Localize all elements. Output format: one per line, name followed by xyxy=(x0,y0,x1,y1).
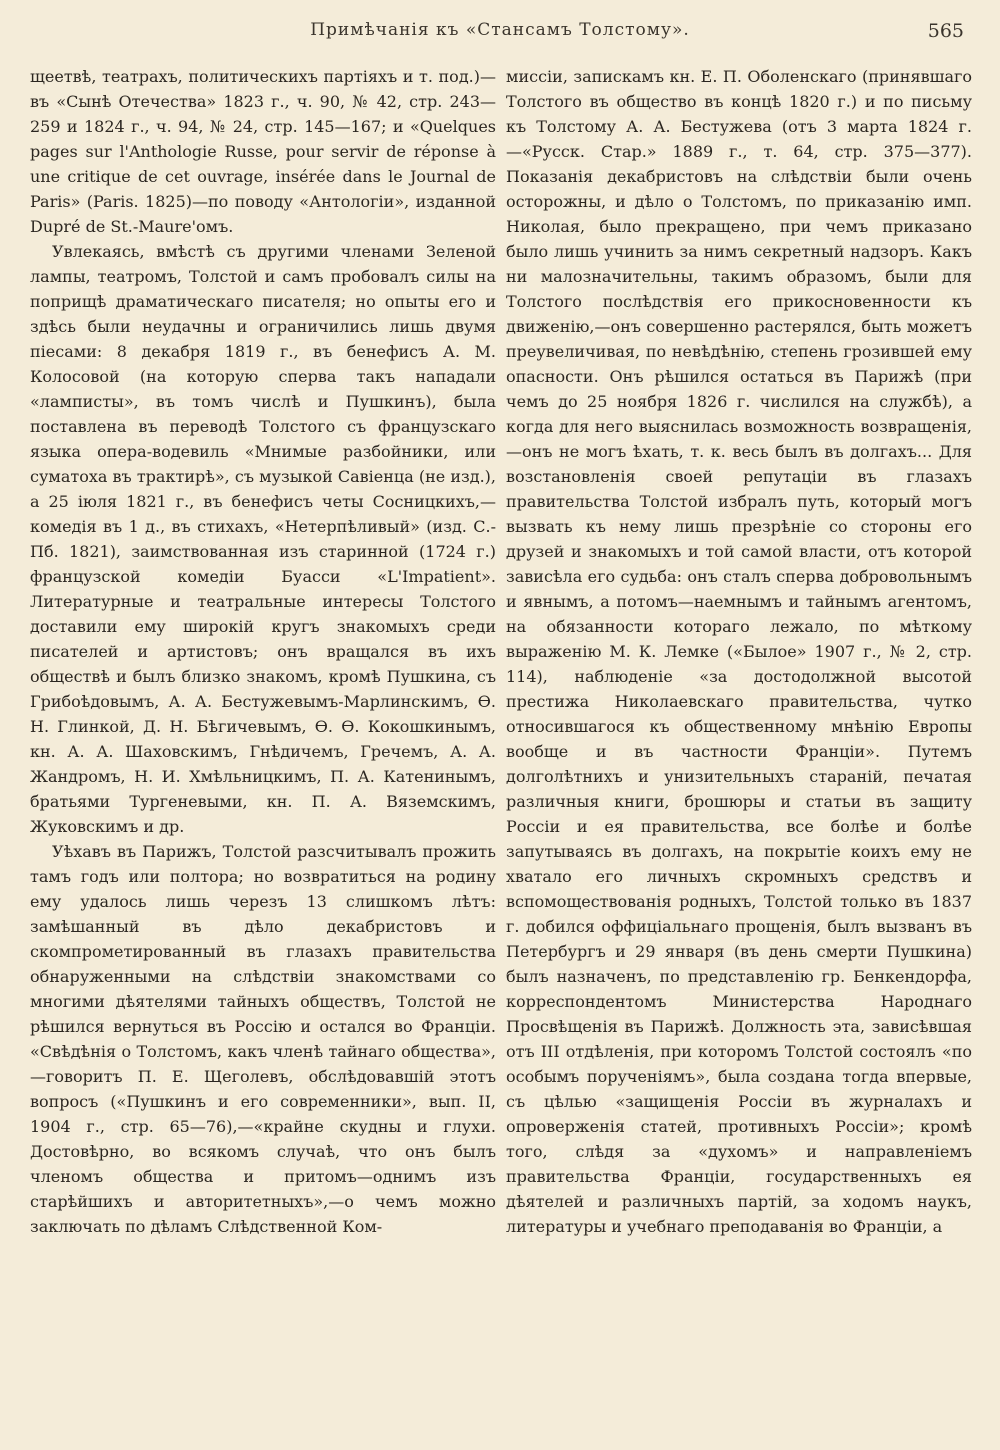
header-title: Примѣчанія къ «Стансамъ Толстому». xyxy=(310,20,690,40)
left-paragraph-2: Увлекаясь, вмѣстѣ съ другими членами Зеленой лампы, театромъ, Толстой и самъ пробовалъ силы на поприщѣ драматическаго писателя; но опыты его и здѣсь были неудачны и ограничились лишь двумя піесами: 8 декабря 1819 г., въ бенефисъ А. М. Колосовой (на которую сперва такъ нападали «ламписты», въ томъ числѣ и Пушкинъ), была поставлена въ переводѣ Толстого съ французскаго языка опера-водевиль «Мнимые разбойники, или суматоха въ трактирѣ», съ музыкой Савіенца (не изд.), а 25 іюля 1821 г., въ бенефисъ четы Сосницкихъ,—комедія въ 1 д., въ стихахъ, «Нетерпѣливый» (изд. С.-Пб. 1821), заимствованная изъ старинной (1724 г.) французской комедіи Буасси «L'Impatient». Литературные и театральные интересы Толстого доставили ему широкій кругъ знакомыхъ среди писателей и артистовъ; онъ вращался въ ихъ обществѣ и былъ близко знакомъ, кромѣ Пушкина, съ Грибоѣдовымъ, А. А. Бестужевымъ-Марлинскимъ, Ѳ. Н. Глинкой, Д. Н. Бѣгичевымъ, Ѳ. Ѳ. Кокошкинымъ, кн. А. А. Шаховскимъ, Гнѣдичемъ, Гречемъ, А. А. Жандромъ, Н. И. Хмѣльницкимъ, П. А. Катенинымъ, братьями Тургеневыми, кн. П. А. Вяземскимъ, Жуковскимъ и др. xyxy=(30,242,496,836)
right-paragraph-1: миссіи, запискамъ кн. Е. П. Оболенскаго (принявшаго Толстого въ общество въ концѣ 1820 г.) и по письму къ Толстому А. А. Бестужева (отъ 3 марта 1824 г.—«Русск. Стар.» 1889 г., т. 64, стр. 375—377). Показанія декабристовъ на слѣдствіи были очень осторожны, и дѣло о Толстомъ, по приказанію имп. Николая, было прекращено, при чемъ приказано было лишь учинить за нимъ секретный надзоръ. Какъ ни малозначительны, такимъ образомъ, были для Толстого послѣдствія его прикосновенности къ движенію,—онъ совершенно растерялся, быть можетъ преувеличивая, по невѣдѣнію, степень грозившей ему опасности. Онъ рѣшился остаться въ Парижѣ (при чемъ до 25 ноября 1826 г. числился на службѣ), а когда для него выяснилась возможность возвращенія,—онъ не могъ ѣхать, т. к. весь былъ въ долгахъ... Для возстановленія своей репутаціи въ глазахъ правительства Толстой избралъ путь, который могъ вызвать къ нему лишь презрѣніе со стороны его друзей и знакомыхъ и той самой власти, отъ которой зависѣла его судьба: онъ сталъ сперва добровольнымъ и явнымъ, а потомъ—наемнымъ и тайнымъ агентомъ, на обязанности котораго лежало, по мѣткому выраженію М. К. Лемке («Былое» 1907 г., № 2, стр. 114), наблюденіе «за достодолжной высотой престижа Николаевскаго правительства, чутко относившагося къ общественному мнѣнію Европы вообще и въ частности Франціи». Путемъ долголѣтнихъ и унизительныхъ стараній, печатая различныя книги, брошюры и статьи въ защиту Россіи и ея правительства, все болѣе и болѣе запутываясь въ долгахъ, на покрытіе коихъ ему не хватало его личныхъ скромныхъ средствъ и вспомоществованія родныхъ, Толстой только въ 1837 г. добился оффиціальнаго прощенія, былъ вызванъ въ Петербургъ и 29 января (въ день смерти Пушкина) былъ назначенъ, по представленію гр. Бенкендорфа, корреспондентомъ Министерства Народнаго Просвѣщенія въ Парижѣ. Должность эта, зависѣвшая отъ III отдѣленія, при которомъ Толстой состоялъ «по особымъ порученіямъ», была создана тогда впервые, съ цѣлью «защищенія Россіи въ журналахъ и опроверженія статей, противныхъ Россіи»; кромѣ того, слѣдя за «духомъ» и направленіемъ правительства Франціи, государственныхъ ея дѣятелей и различныхъ партій, за ходомъ наукъ, литературы и учебнаго преподаванія во Франціи, а xyxy=(506,67,972,1236)
left-column xyxy=(30,64,496,1239)
page-number: 565 xyxy=(927,20,964,42)
left-paragraph-3: Уѣхавъ въ Парижъ, Толстой разсчитывалъ прожить тамъ годъ или полтора; но возвратиться на родину ему удалось лишь черезъ 13 слишкомъ лѣтъ: замѣшанный въ дѣло декабристовъ и скомпрометированный въ глазахъ правительства обнаруженными на слѣдствіи знакомствами со многими дѣятелями тайныхъ обществъ, Толстой не рѣшился вернуться въ Россію и остался во Франціи. «Свѣдѣнія о Толстомъ, какъ членѣ тайнаго общества»,—говоритъ П. Е. Щеголевъ, обслѣдовавшій этотъ вопросъ («Пушкинъ и его современники», вып. II, 1904 г., стр. 65—76),—«крайне скудны и глухи. Достовѣрно, во всякомъ случаѣ, что онъ былъ членомъ общества и притомъ—однимъ изъ старѣйшихъ и авторитетныхъ»,—о чемъ можно заключать по дѣламъ Слѣдственной Ком- xyxy=(30,842,496,1236)
left-paragraph-1: щеетвѣ, театрахъ, политическихъ партіяхъ и т. под.)—въ «Сынѣ Отечества» 1823 г., ч. 90, № 42, стр. 243—259 и 1824 г., ч. 94, № 24, стр. 145—167; и «Quelques pages sur l'Anthologie Russe, pour servir de réponse à une critique de cet ouvrage, insérée dans le Journal de Paris» (Paris. 1825)—по поводу «Антологіи», изданной Dupré de St.-Maure'омъ. xyxy=(30,67,496,236)
right-column xyxy=(506,64,972,1239)
running-header xyxy=(30,20,970,48)
